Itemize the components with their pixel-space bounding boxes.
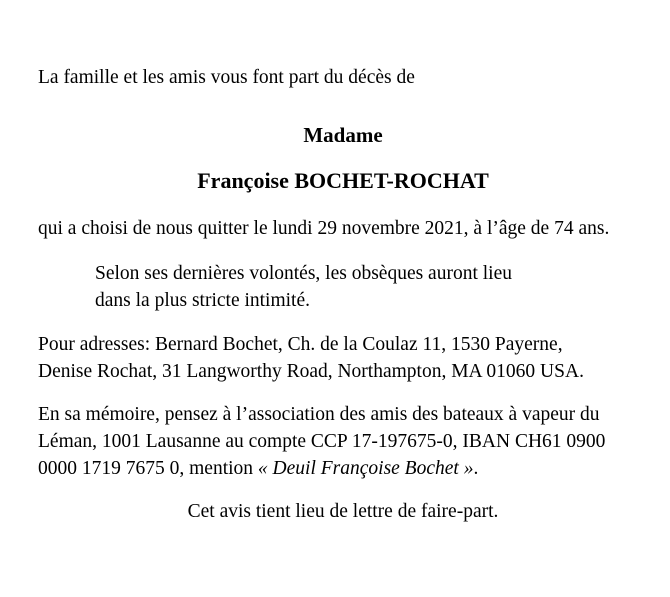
intro-line: La famille et les amis vous font part du décès de — [38, 67, 415, 88]
memorial-donation-paragraph — [38, 401, 648, 482]
memorial-line-3-prefix: 0000 1719 7675 0, mention — [38, 458, 258, 479]
closing-line: Cet avis tient lieu de lettre de faire-part. — [187, 501, 499, 522]
memorial-line-1: En sa mémoire, pensez à l’association des amis des bateaux à vapeur du — [38, 404, 600, 425]
last-wishes-paragraph — [95, 260, 648, 314]
memorial-line-3 — [38, 455, 648, 482]
last-wishes-line-2: dans la plus stricte intimité. — [95, 290, 311, 311]
addresses-line-1: Pour adresses: Bernard Bochet, Ch. de la Coulaz 11, 1530 Payerne, — [38, 334, 563, 355]
last-wishes-line-1: Selon ses dernières volontés, les obsèques auront lieu — [95, 263, 512, 284]
death-date-line: qui a choisi de nous quitter le lundi 29 novembre 2021, à l’âge de 74 ans. — [38, 218, 610, 239]
memorial-line-3-suffix: . — [473, 458, 479, 479]
addresses-paragraph — [38, 331, 648, 385]
memorial-line-2: Léman, 1001 Lausanne au compte CCP 17-197675-0, IBAN CH61 0900 — [38, 431, 606, 452]
memorial-mention-text: « Deuil Françoise Bochet » — [257, 458, 474, 479]
addresses-line-2: Denise Rochat, 31 Langworthy Road, Northampton, MA 01060 USA. — [38, 361, 584, 382]
deceased-title-heading: Madame — [303, 123, 383, 147]
deceased-name-heading: Françoise BOCHET-ROCHAT — [197, 168, 489, 193]
